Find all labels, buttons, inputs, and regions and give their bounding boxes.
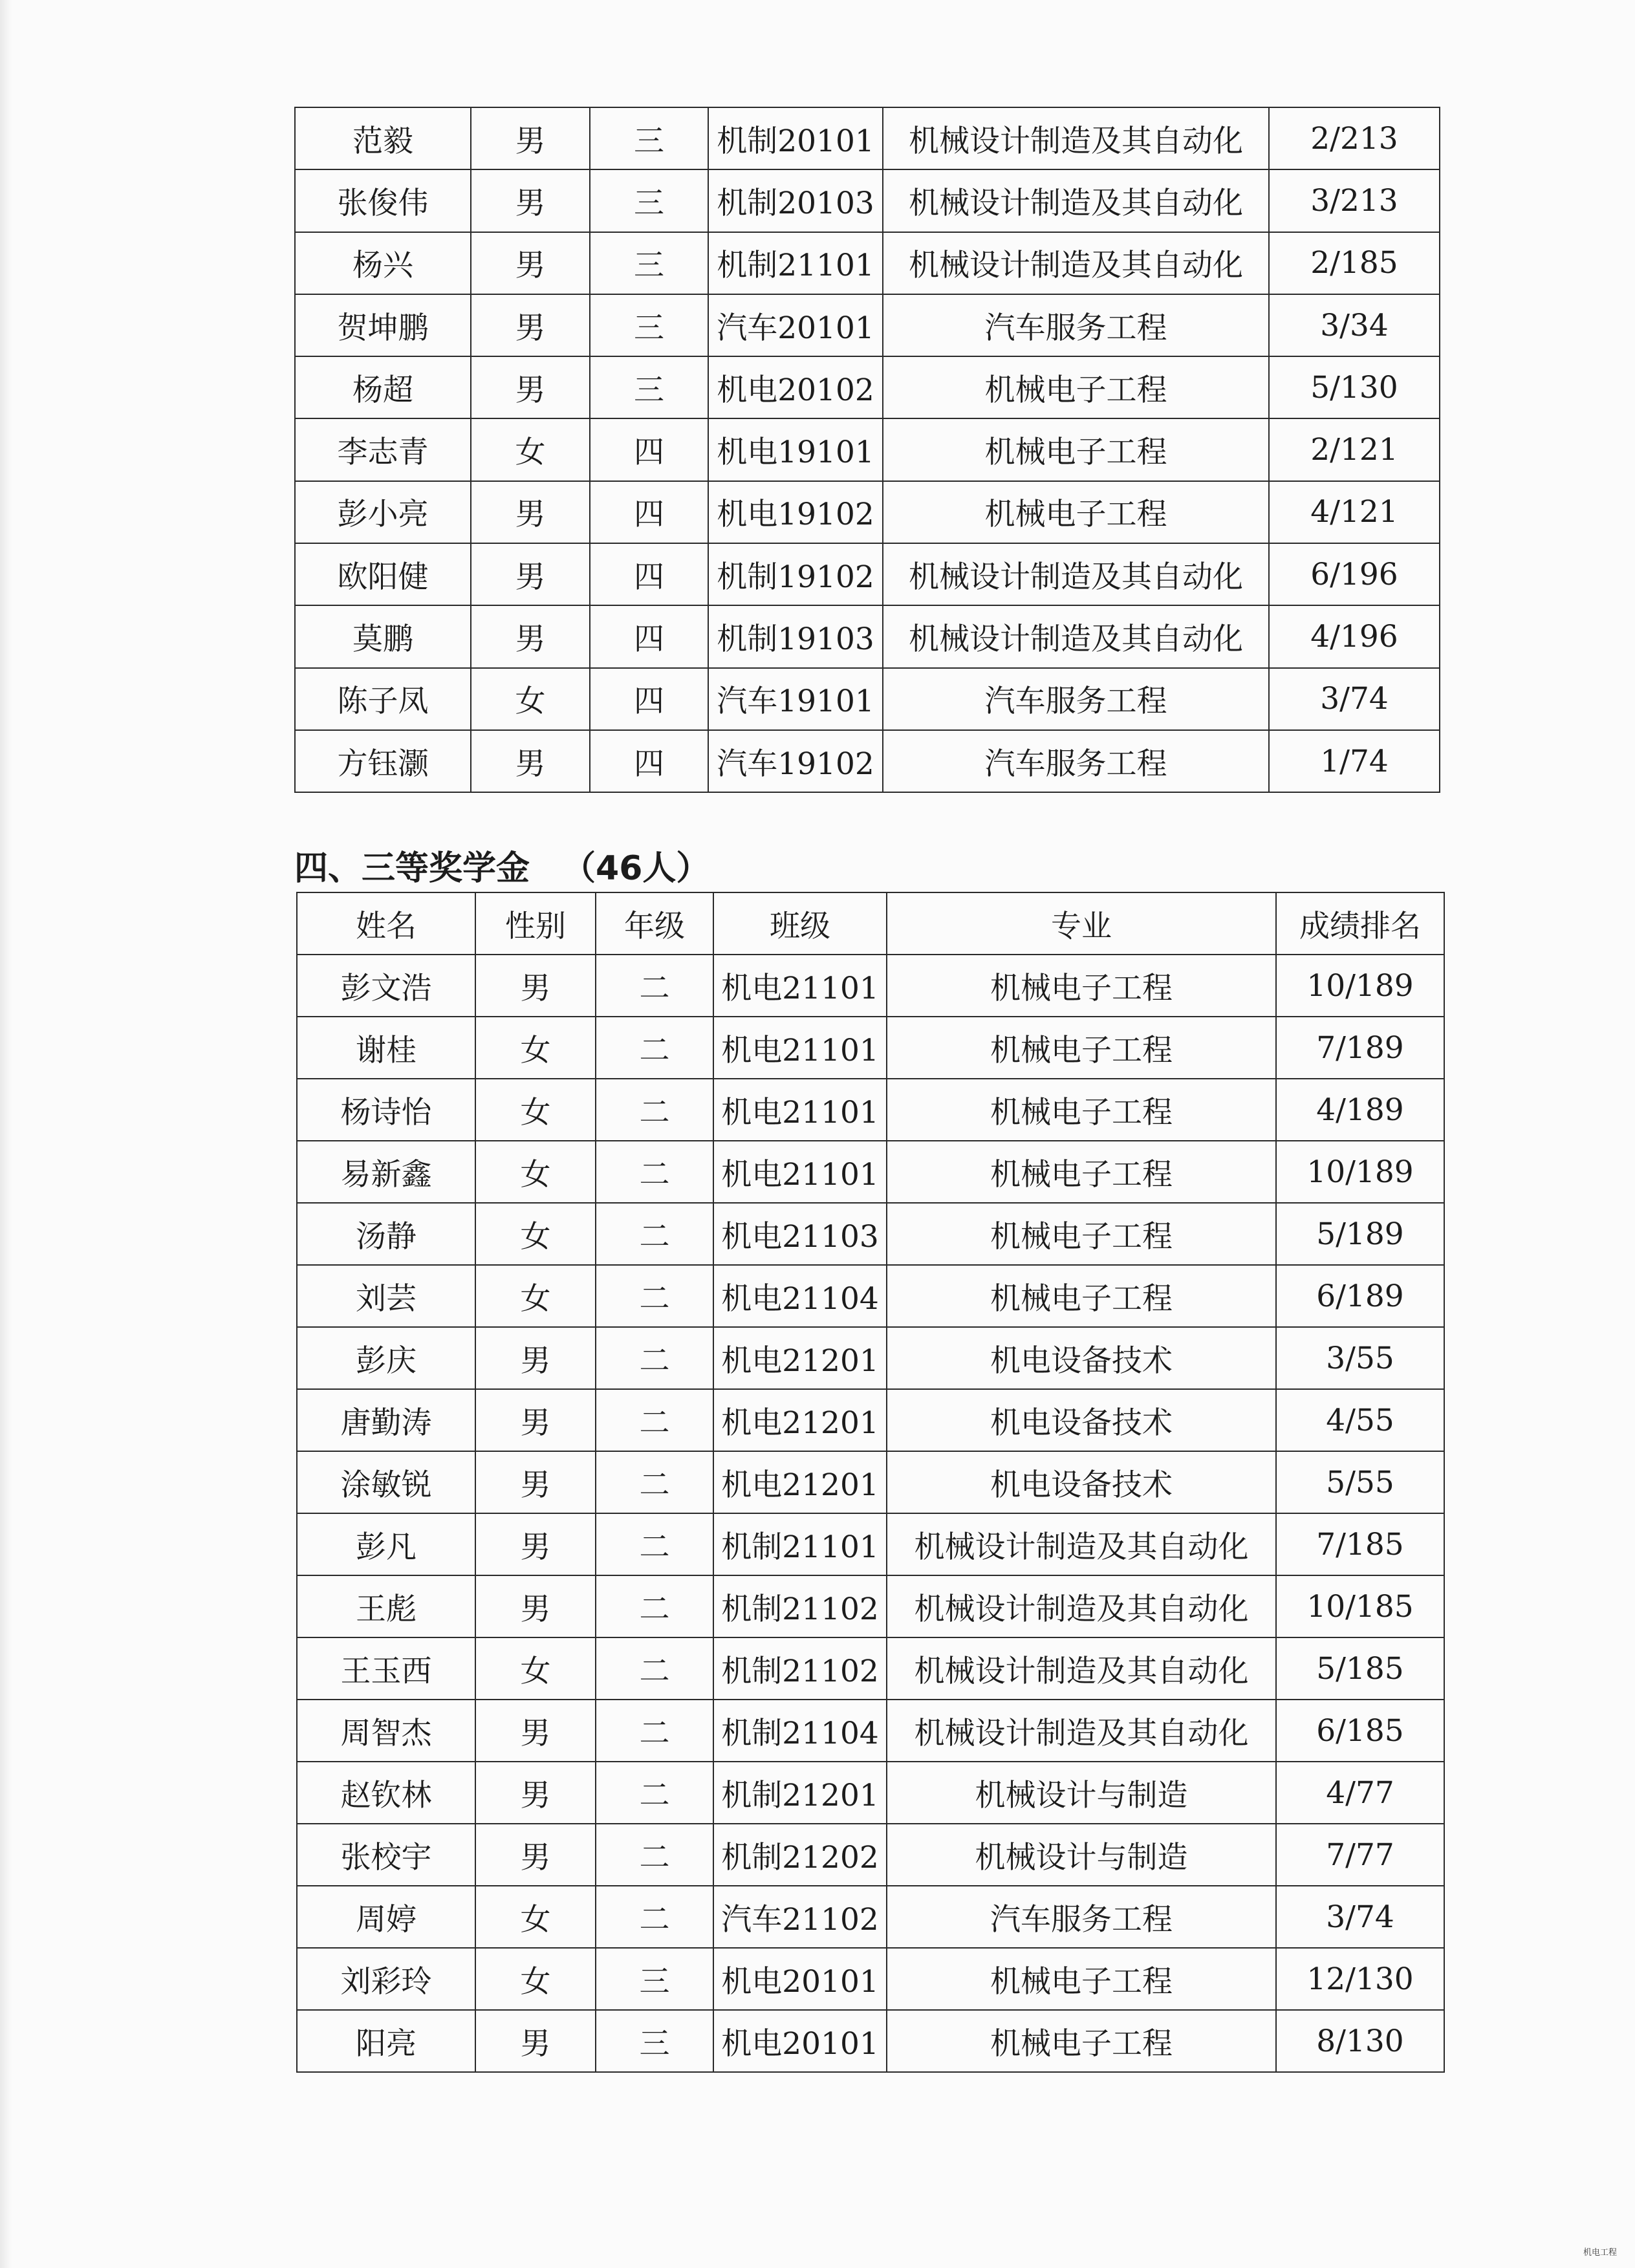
cell-grade: 二 bbox=[596, 1513, 713, 1575]
cell-gender: 女 bbox=[475, 1203, 596, 1265]
cell-grade: 二 bbox=[596, 1700, 713, 1762]
cell-rank: 4/77 bbox=[1276, 1762, 1444, 1824]
cell-name: 张校宇 bbox=[297, 1824, 475, 1886]
cell-class: 汽车19101 bbox=[708, 668, 883, 730]
cell-grade: 四 bbox=[590, 605, 708, 667]
cell-gender: 女 bbox=[475, 1265, 596, 1327]
cell-class: 机制19103 bbox=[708, 605, 883, 667]
cell-rank: 4/189 bbox=[1276, 1079, 1444, 1141]
cell-rank: 10/189 bbox=[1276, 1141, 1444, 1203]
table-row bbox=[297, 1327, 1444, 1389]
cell-grade: 四 bbox=[590, 481, 708, 543]
table-row bbox=[297, 1824, 1444, 1886]
cell-gender: 男 bbox=[475, 1762, 596, 1824]
cell-gender: 男 bbox=[471, 107, 590, 169]
table-row bbox=[297, 1265, 1444, 1327]
cell-name: 范毅 bbox=[295, 107, 471, 169]
cell-grade: 三 bbox=[590, 232, 708, 294]
cell-rank: 8/130 bbox=[1276, 2010, 1444, 2072]
cell-class: 机制20103 bbox=[708, 169, 883, 232]
cell-rank: 6/185 bbox=[1276, 1700, 1444, 1762]
cell-gender: 男 bbox=[475, 1513, 596, 1575]
cell-class: 机电21201 bbox=[713, 1327, 887, 1389]
cell-name: 彭小亮 bbox=[295, 481, 471, 543]
cell-rank: 7/77 bbox=[1276, 1824, 1444, 1886]
header-grade: 年级 bbox=[596, 892, 713, 955]
cell-grade: 二 bbox=[596, 1389, 713, 1451]
cell-major: 机械电子工程 bbox=[887, 955, 1276, 1017]
table-row bbox=[295, 232, 1440, 294]
cell-grade: 四 bbox=[590, 543, 708, 605]
cell-grade: 四 bbox=[590, 668, 708, 730]
cell-grade: 二 bbox=[596, 1575, 713, 1637]
table-row bbox=[295, 543, 1440, 605]
cell-major: 机械设计制造及其自动化 bbox=[887, 1637, 1276, 1700]
table-row bbox=[297, 1886, 1444, 1948]
cell-class: 汽车21102 bbox=[713, 1886, 887, 1948]
table-row bbox=[297, 1079, 1444, 1141]
cell-gender: 男 bbox=[471, 481, 590, 543]
cell-rank: 3/74 bbox=[1276, 1886, 1444, 1948]
cell-name: 王玉西 bbox=[297, 1637, 475, 1700]
cell-grade: 二 bbox=[596, 1824, 713, 1886]
footer-stamp: 机电工程 bbox=[1583, 2248, 1618, 2258]
cell-class: 机电21104 bbox=[713, 1265, 887, 1327]
cell-gender: 女 bbox=[475, 1017, 596, 1079]
cell-rank: 6/189 bbox=[1276, 1265, 1444, 1327]
cell-rank: 4/121 bbox=[1269, 481, 1440, 543]
cell-gender: 男 bbox=[475, 2010, 596, 2072]
cell-grade: 三 bbox=[590, 356, 708, 418]
cell-major: 机械设计制造及其自动化 bbox=[883, 543, 1269, 605]
table-row bbox=[297, 1451, 1444, 1513]
cell-major: 机械设计制造及其自动化 bbox=[887, 1575, 1276, 1637]
table-row bbox=[295, 481, 1440, 543]
cell-grade: 二 bbox=[596, 1017, 713, 1079]
third-prize-table bbox=[296, 892, 1445, 2073]
cell-name: 唐勤涛 bbox=[297, 1389, 475, 1451]
cell-major: 机械电子工程 bbox=[883, 418, 1269, 481]
cell-class: 机制21101 bbox=[713, 1513, 887, 1575]
cell-class: 机制21201 bbox=[713, 1762, 887, 1824]
cell-major: 汽车服务工程 bbox=[883, 668, 1269, 730]
cell-rank: 3/55 bbox=[1276, 1327, 1444, 1389]
table-row bbox=[295, 668, 1440, 730]
cell-rank: 2/121 bbox=[1269, 418, 1440, 481]
header-name: 姓名 bbox=[297, 892, 475, 955]
cell-name: 陈子凤 bbox=[295, 668, 471, 730]
cell-major: 汽车服务工程 bbox=[887, 1886, 1276, 1948]
cell-grade: 二 bbox=[596, 1079, 713, 1141]
cell-class: 机制20101 bbox=[708, 107, 883, 169]
cell-grade: 二 bbox=[596, 1637, 713, 1700]
cell-name: 谢桂 bbox=[297, 1017, 475, 1079]
cell-gender: 男 bbox=[475, 1824, 596, 1886]
cell-rank: 3/213 bbox=[1269, 169, 1440, 232]
cell-gender: 男 bbox=[471, 605, 590, 667]
cell-class: 汽车19102 bbox=[708, 730, 883, 792]
cell-name: 易新鑫 bbox=[297, 1141, 475, 1203]
cell-rank: 5/55 bbox=[1276, 1451, 1444, 1513]
cell-name: 周婷 bbox=[297, 1886, 475, 1948]
table-row bbox=[297, 1762, 1444, 1824]
cell-gender: 男 bbox=[475, 1327, 596, 1389]
cell-class: 机电19102 bbox=[708, 481, 883, 543]
cell-major: 机械电子工程 bbox=[887, 1079, 1276, 1141]
cell-major: 机械电子工程 bbox=[883, 356, 1269, 418]
cell-name: 阳亮 bbox=[297, 2010, 475, 2072]
table-row bbox=[297, 1017, 1444, 1079]
table-row bbox=[295, 107, 1440, 169]
cell-grade: 二 bbox=[596, 1762, 713, 1824]
cell-name: 王彪 bbox=[297, 1575, 475, 1637]
cell-gender: 女 bbox=[475, 1948, 596, 2010]
cell-major: 机械设计与制造 bbox=[887, 1824, 1276, 1886]
cell-gender: 男 bbox=[475, 1700, 596, 1762]
cell-name: 方钰灏 bbox=[295, 730, 471, 792]
cell-major: 机械设计制造及其自动化 bbox=[887, 1700, 1276, 1762]
cell-class: 机电20101 bbox=[713, 1948, 887, 2010]
cell-class: 机电20101 bbox=[713, 2010, 887, 2072]
header-gender: 性别 bbox=[475, 892, 596, 955]
cell-major: 机电设备技术 bbox=[887, 1327, 1276, 1389]
table-row bbox=[297, 1575, 1444, 1637]
cell-major: 汽车服务工程 bbox=[883, 294, 1269, 356]
cell-name: 周智杰 bbox=[297, 1700, 475, 1762]
cell-gender: 女 bbox=[475, 1141, 596, 1203]
table-row bbox=[297, 1700, 1444, 1762]
cell-class: 机电20102 bbox=[708, 356, 883, 418]
header-rank: 成绩排名 bbox=[1276, 892, 1444, 955]
cell-name: 莫鹏 bbox=[295, 605, 471, 667]
cell-name: 涂敏锐 bbox=[297, 1451, 475, 1513]
cell-class: 机电21101 bbox=[713, 955, 887, 1017]
cell-class: 机电21103 bbox=[713, 1203, 887, 1265]
cell-gender: 男 bbox=[471, 543, 590, 605]
cell-gender: 男 bbox=[471, 169, 590, 232]
cell-gender: 女 bbox=[475, 1637, 596, 1700]
cell-grade: 二 bbox=[596, 1451, 713, 1513]
cell-rank: 5/185 bbox=[1276, 1637, 1444, 1700]
table-row bbox=[297, 1389, 1444, 1451]
cell-major: 机械电子工程 bbox=[887, 2010, 1276, 2072]
cell-major: 汽车服务工程 bbox=[883, 730, 1269, 792]
cell-name: 李志青 bbox=[295, 418, 471, 481]
table-row bbox=[297, 955, 1444, 1017]
cell-major: 机械电子工程 bbox=[887, 1017, 1276, 1079]
cell-gender: 女 bbox=[471, 668, 590, 730]
cell-grade: 三 bbox=[590, 169, 708, 232]
table-row bbox=[297, 1203, 1444, 1265]
cell-grade: 二 bbox=[596, 1203, 713, 1265]
cell-grade: 三 bbox=[590, 294, 708, 356]
cell-gender: 男 bbox=[471, 356, 590, 418]
table-row bbox=[297, 1513, 1444, 1575]
cell-name: 杨超 bbox=[295, 356, 471, 418]
table-row bbox=[297, 1141, 1444, 1203]
table-row bbox=[297, 2010, 1444, 2072]
cell-name: 杨兴 bbox=[295, 232, 471, 294]
cell-class: 机电21101 bbox=[713, 1017, 887, 1079]
table-row bbox=[295, 605, 1440, 667]
cell-major: 机械设计制造及其自动化 bbox=[883, 169, 1269, 232]
cell-major: 机械电子工程 bbox=[887, 1141, 1276, 1203]
cell-class: 机制21102 bbox=[713, 1575, 887, 1637]
cell-gender: 女 bbox=[475, 1886, 596, 1948]
second-prize-table-continued bbox=[294, 107, 1440, 793]
cell-class: 机电19101 bbox=[708, 418, 883, 481]
table-row bbox=[295, 356, 1440, 418]
cell-rank: 5/189 bbox=[1276, 1203, 1444, 1265]
cell-grade: 二 bbox=[596, 955, 713, 1017]
cell-gender: 男 bbox=[471, 294, 590, 356]
cell-rank: 10/189 bbox=[1276, 955, 1444, 1017]
cell-name: 彭凡 bbox=[297, 1513, 475, 1575]
cell-rank: 3/34 bbox=[1269, 294, 1440, 356]
scan-edge-shadow bbox=[0, 0, 12, 2268]
cell-rank: 12/130 bbox=[1276, 1948, 1444, 2010]
table-row bbox=[295, 730, 1440, 792]
cell-rank: 7/189 bbox=[1276, 1017, 1444, 1079]
table-header-row bbox=[297, 892, 1444, 955]
cell-name: 彭文浩 bbox=[297, 955, 475, 1017]
cell-name: 刘彩玲 bbox=[297, 1948, 475, 2010]
cell-gender: 男 bbox=[471, 730, 590, 792]
cell-class: 机电21101 bbox=[713, 1079, 887, 1141]
cell-name: 赵钦林 bbox=[297, 1762, 475, 1824]
cell-rank: 7/185 bbox=[1276, 1513, 1444, 1575]
cell-rank: 5/130 bbox=[1269, 356, 1440, 418]
cell-rank: 2/185 bbox=[1269, 232, 1440, 294]
cell-name: 彭庆 bbox=[297, 1327, 475, 1389]
cell-name: 杨诗怡 bbox=[297, 1079, 475, 1141]
cell-major: 机械电子工程 bbox=[887, 1203, 1276, 1265]
cell-grade: 二 bbox=[596, 1141, 713, 1203]
cell-major: 机电设备技术 bbox=[887, 1389, 1276, 1451]
cell-gender: 女 bbox=[471, 418, 590, 481]
cell-major: 机械电子工程 bbox=[883, 481, 1269, 543]
cell-rank: 6/196 bbox=[1269, 543, 1440, 605]
cell-gender: 男 bbox=[475, 955, 596, 1017]
cell-name: 刘芸 bbox=[297, 1265, 475, 1327]
cell-name: 欧阳健 bbox=[295, 543, 471, 605]
table-row bbox=[295, 169, 1440, 232]
cell-class: 汽车20101 bbox=[708, 294, 883, 356]
cell-class: 机制21101 bbox=[708, 232, 883, 294]
cell-major: 机电设备技术 bbox=[887, 1451, 1276, 1513]
cell-grade: 三 bbox=[596, 2010, 713, 2072]
cell-major: 机械设计制造及其自动化 bbox=[883, 107, 1269, 169]
cell-major: 机械设计制造及其自动化 bbox=[883, 605, 1269, 667]
cell-major: 机械设计与制造 bbox=[887, 1762, 1276, 1824]
cell-class: 机制19102 bbox=[708, 543, 883, 605]
cell-grade: 二 bbox=[596, 1327, 713, 1389]
cell-major: 机械设计制造及其自动化 bbox=[887, 1513, 1276, 1575]
cell-grade: 三 bbox=[596, 1948, 713, 2010]
cell-name: 贺坤鹏 bbox=[295, 294, 471, 356]
cell-class: 机电21101 bbox=[713, 1141, 887, 1203]
cell-name: 张俊伟 bbox=[295, 169, 471, 232]
cell-major: 机械设计制造及其自动化 bbox=[883, 232, 1269, 294]
cell-rank: 4/196 bbox=[1269, 605, 1440, 667]
cell-gender: 男 bbox=[475, 1389, 596, 1451]
section-heading bbox=[294, 841, 709, 889]
cell-gender: 女 bbox=[475, 1079, 596, 1141]
header-major: 专业 bbox=[887, 892, 1276, 955]
cell-grade: 四 bbox=[590, 730, 708, 792]
cell-major: 机械电子工程 bbox=[887, 1948, 1276, 2010]
cell-rank: 4/55 bbox=[1276, 1389, 1444, 1451]
header-class: 班级 bbox=[713, 892, 887, 955]
cell-rank: 3/74 bbox=[1269, 668, 1440, 730]
cell-name: 汤静 bbox=[297, 1203, 475, 1265]
cell-class: 机电21201 bbox=[713, 1451, 887, 1513]
cell-grade: 三 bbox=[590, 107, 708, 169]
cell-class: 机制21102 bbox=[713, 1637, 887, 1700]
cell-gender: 男 bbox=[471, 232, 590, 294]
cell-rank: 2/213 bbox=[1269, 107, 1440, 169]
cell-grade: 二 bbox=[596, 1265, 713, 1327]
table-row bbox=[297, 1948, 1444, 2010]
table-row bbox=[297, 1637, 1444, 1700]
cell-rank: 1/74 bbox=[1269, 730, 1440, 792]
section-title: 四、三等奖学金 bbox=[294, 849, 530, 888]
cell-grade: 四 bbox=[590, 418, 708, 481]
section-count: （46人） bbox=[562, 849, 710, 888]
table-row bbox=[295, 294, 1440, 356]
cell-class: 机电21201 bbox=[713, 1389, 887, 1451]
cell-major: 机械电子工程 bbox=[887, 1265, 1276, 1327]
cell-class: 机制21104 bbox=[713, 1700, 887, 1762]
cell-gender: 男 bbox=[475, 1451, 596, 1513]
cell-class: 机制21202 bbox=[713, 1824, 887, 1886]
cell-rank: 10/185 bbox=[1276, 1575, 1444, 1637]
cell-gender: 男 bbox=[475, 1575, 596, 1637]
cell-grade: 二 bbox=[596, 1886, 713, 1948]
table-row bbox=[295, 418, 1440, 481]
